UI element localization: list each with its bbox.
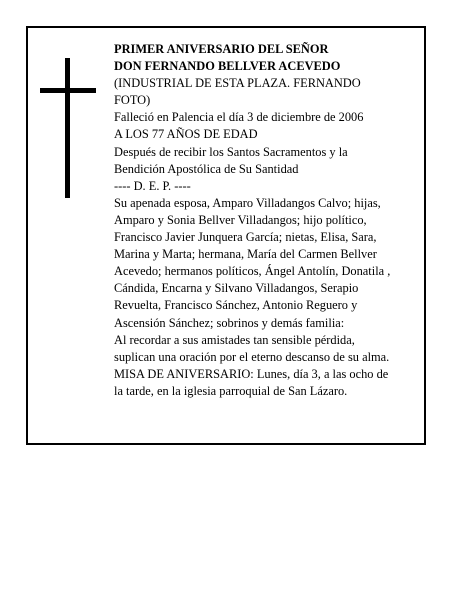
body-line-1: (INDUSTRIAL DE ESTA PLAZA. FERNANDO: [114, 76, 361, 91]
body-line-17: suplican una oración por el eterno descanso de su alma.: [114, 349, 390, 364]
body-line-7: ---- D. E. P. ----: [114, 178, 191, 193]
heading-line-2: DON FERNANDO BELLVER ACEVEDO: [114, 59, 341, 74]
body-line-6: Bendición Apostólica de Su Santidad: [114, 161, 299, 176]
body-line-9: Amparo y Sonia Bellver Villadangos; hijo político,: [114, 212, 367, 227]
notice-text: [114, 41, 422, 400]
cross-horizontal-bar: [40, 88, 96, 93]
heading-line-1: PRIMER ANIVERSARIO DEL SEÑOR: [114, 42, 329, 56]
cross-vertical-bar: [65, 58, 70, 198]
body-line-16: Al recordar a sus amistades tan sensible pérdida,: [114, 332, 355, 347]
body-line-10: Francisco Javier Junquera García; nietas, Elisa, Sara,: [114, 230, 377, 245]
body-line-4: A LOS 77 AÑOS DE EDAD: [114, 127, 258, 142]
body-line-5: Después de recibir los Santos Sacramentos y la: [114, 144, 348, 159]
body-line-18: MISA DE ANIVERSARIO: Lunes, día 3, a las ocho de: [114, 366, 389, 381]
body-line-15: Ascensión Sánchez; sobrinos y demás familia:: [114, 315, 345, 330]
body-line-19: la tarde, en la iglesia parroquial de San Lázaro.: [114, 383, 348, 398]
body-line-11: Marina y Marta; hermana, María del Carmen Bellver: [114, 247, 377, 262]
body-line-14: Revuelta, Francisco Sánchez, Antonio Reguero y: [114, 298, 358, 313]
obituary-notice: [26, 26, 426, 445]
latin-cross-icon: [40, 58, 96, 198]
body-line-12: Acevedo; hermanos políticos, Ángel Antolín, Donatila ,: [114, 264, 391, 279]
body-line-2: FOTO): [114, 93, 151, 108]
body-line-8: Su apenada esposa, Amparo Villadangos Calvo; hijas,: [114, 195, 381, 210]
body-line-13: Cándida, Encarna y Silvano Villadangos, Serapio: [114, 281, 359, 296]
body-line-3: Falleció en Palencia el día 3 de diciembre de 2006: [114, 110, 364, 125]
